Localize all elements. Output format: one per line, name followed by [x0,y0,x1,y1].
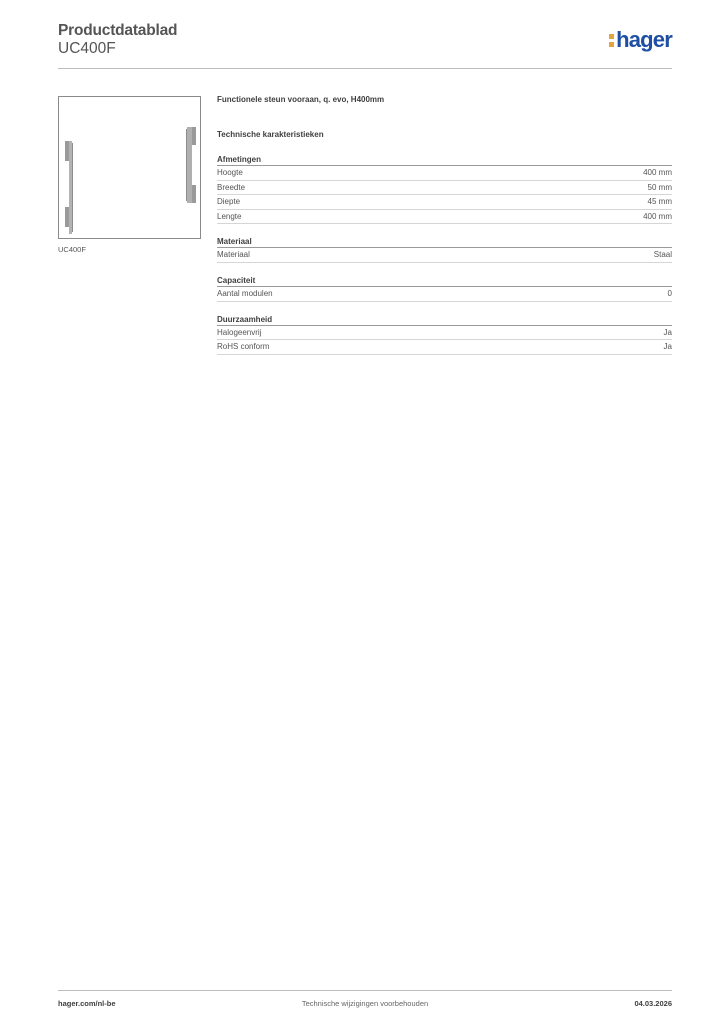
spec-value: Staal [653,250,672,260]
spec-label: Materiaal [217,250,250,260]
footer-notice: Technische wijzigingen voorbehouden [301,999,429,1008]
section-duurzaamheid [217,314,672,355]
spec-value: Ja [663,327,672,337]
spec-value: 50 mm [647,182,672,192]
page-footer [58,999,672,1011]
page-header [58,22,672,70]
mounting-bracket-image [59,97,202,240]
spec-row [217,248,672,263]
tech-characteristics-heading: Technische karakteristieken [217,130,324,139]
spec-row [217,210,672,225]
section-title: Materiaal [217,236,672,248]
spec-row [217,195,672,210]
section-title: Afmetingen [217,154,672,166]
footer-date: 04.03.2026 [634,999,672,1008]
section-capaciteit [217,275,672,302]
spec-label: Lengte [217,211,242,221]
spec-label: Halogeenvrij [217,327,262,337]
spec-label: Diepte [217,197,241,207]
spec-value: 400 mm [643,211,672,221]
spec-row [217,326,672,341]
spec-value: Ja [663,342,672,352]
section-title: Duurzaamheid [217,314,672,326]
product-image-caption: UC400F [58,245,86,254]
spec-value: 45 mm [647,197,672,207]
header-divider [58,68,672,69]
product-code: UC400F [58,40,116,57]
spec-row [217,181,672,196]
spec-row [217,287,672,302]
spec-label: Hoogte [217,168,243,177]
product-description: Functionele steun vooraan, q. evo, H400mm [217,95,385,104]
logo-text: hager [616,27,672,52]
spec-label: Aantal modulen [217,288,273,298]
spec-label: RoHS conform [217,342,270,352]
hager-logo [609,27,672,53]
section-afmetingen [217,154,672,224]
spec-row [217,340,672,355]
spec-content [217,95,672,355]
spec-value: 0 [667,288,672,298]
footer-website-link[interactable]: hager.com/nl-be [58,999,116,1008]
footer-divider [58,990,672,991]
spec-value: 400 mm [643,168,672,177]
spec-label: Breedte [217,182,246,192]
product-image-frame [58,96,201,239]
document-title: Productdatablad [58,22,178,39]
spec-row [217,166,672,181]
section-title: Capaciteit [217,275,672,287]
section-materiaal [217,236,672,263]
logo-dots-icon [609,32,614,48]
